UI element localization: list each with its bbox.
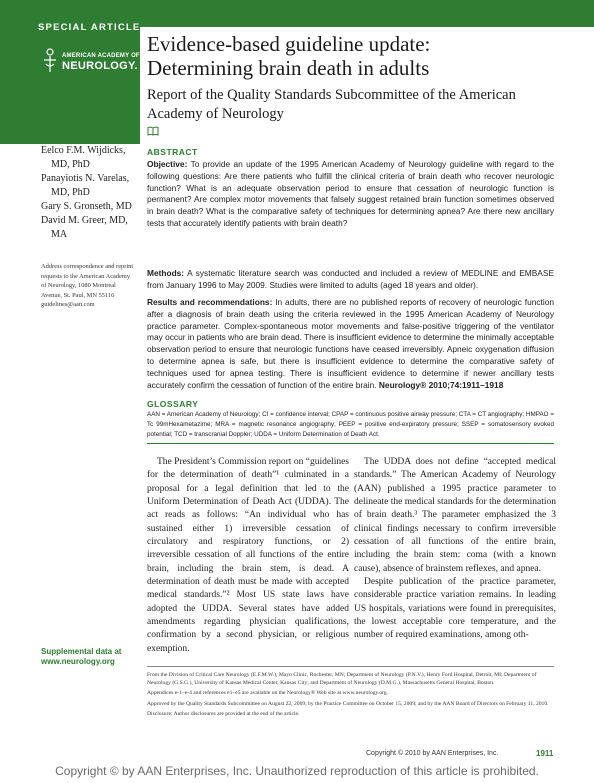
title-line2: Determining brain death in adults <box>147 56 430 80</box>
footnote-affiliations: From the Division of Critical Care Neurology (E.F.M.W.), Mayo Clinic, Rochester, MN; Department of Neurology (P.N.V.), Henry Ford Hospital, Detroit, MI; Department of Neurology (G.S.G.), University of Kansas Medical Center, Kansas City; and Department of Neurology (D.M.G.), Massachusetts General Hospital, Boston. <box>147 672 537 687</box>
body-left-column <box>147 456 349 656</box>
open-book-icon[interactable] <box>147 126 159 136</box>
methods-text: A systematic literature search was conducted and included a review of MEDLINE and EMBASE from January 1996 to May 2009. Studies were limited to adults (aged 18 years and older). <box>147 268 555 290</box>
logo-mark-icon <box>40 46 60 76</box>
citation-link[interactable]: Neurology® 2010;74:1911–1918 <box>378 379 504 390</box>
author-list <box>41 144 141 242</box>
objective-text: To provide an update of the 1995 American Academy of Neurology guideline with regard to the following questions: Are there patients who fulfill the clinical criteria of brain death who recover neurologic function? What is an adequate observation period to ensure that cessation of neurologic function is permanent? Are complex motor movements that falsely suggest retained brain function sometimes observed in brain death? What is the comparative safety of techniques for determining apnea? Are there new ancillary tests that accurately identify patients with brain death? <box>147 159 554 228</box>
article-title <box>147 32 577 80</box>
methods-label: Methods: <box>147 268 185 278</box>
body-paragraph: Despite publication of the practice parameter, considerable practice variation remains. In leading US hospitals, variations were found in prerequisites, the lowest acceptable core temperature, and the number of required examinations, among oth- <box>354 577 556 641</box>
results-label: Results and recommendations: <box>147 297 273 307</box>
copyright-notice: Copyright © 2010 by AAN Enterprises, Inc. <box>366 750 499 757</box>
aan-logo <box>40 44 140 78</box>
footnote-disclosure: Disclosure: Author disclosures are provided at the end of the article. <box>147 710 300 717</box>
body-paragraph: The UDDA does not define “accepted medical standards.” The American Academy of Neurology (AAN) published a 1995 practice parameter to delineate the medical standards for the determination of brain death.³ The parameter emphasized the 3 clinical findings necessary to confirm irreversible cessation of all functions of the entire brain, including the brain stem: coma (with a known cause), absence of brainstem reflexes, and apnea. <box>354 457 556 574</box>
author-name: Panayiotis N. Varelas, MD, PhD <box>41 173 130 198</box>
copyright-watermark: Copyright © by AAN Enterprises, Inc. Unauthorized reproduction of this article is prohibited. <box>55 764 539 778</box>
abstract-heading: ABSTRACT <box>147 147 198 157</box>
logo-line2: NEUROLOGY. <box>62 60 138 72</box>
supplemental-line1: Supplemental data at <box>41 647 122 656</box>
title-line1: Evidence-based guideline update: <box>147 32 431 56</box>
body-right-column <box>354 456 556 643</box>
correspondence-address: Address correspondence and reprint requests to the American Academy of Neurology, 1080 Montreal Avenue, St. Paul, MN 55116 guidelines@aan.com <box>41 263 134 308</box>
footnotes <box>147 671 554 720</box>
glossary-divider <box>147 443 554 444</box>
footnote-approval: Approved by the Quality Standards Subcommittee on August 22, 2009; by the Practice Committee on October 15, 2009; and by the AAN Board of Directors on February 11, 2010. <box>147 700 549 707</box>
abstract-objective <box>147 159 554 230</box>
author-name: Gary S. Gronseth, MD <box>41 201 132 212</box>
abstract-results <box>147 297 554 391</box>
objective-label: Objective: <box>147 159 188 169</box>
section-label: SPECIAL ARTICLE <box>38 22 141 33</box>
supplemental-link[interactable] <box>41 647 141 667</box>
body-paragraph: The President’s Commission report on “guidelines for the determination of death”¹ culminated in a proposal for a legal definition that led to the Uniform Determination of Death Act (UDDA). The act reads as follows: “An individual who has sustained either 1) irreversible cessation of circulatory and respiratory functions, or 2) irreversible cessation of all functions of the entire brain, including the brain stem, is dead. A determination of death must be made with accepted medical standards.”² Most US state laws have adopted the UDDA. Several states have added amendments regarding physician qualifications, confirmation by a second physician, or religious exemption. <box>147 457 349 654</box>
results-text: In adults, there are no published reports of recovery of neurologic function after a diagnosis of brain death using the criteria reviewed in the 1995 American Academy of Neurology practice parameter. Complex-spontaneous motor movements and false-positive triggering of the ventilator may occur in patients who are brain dead. There is insufficient evidence to determine the minimally acceptable observation period to ensure that neurologic functions have ceased irreversibly. Apneic oxygenation diffusion to determine apnea is safe, but there is insufficient evidence to determine the comparative safety of techniques used for apnea testing. There is insufficient evidence to determine if newer ancillary tests accurately confirm the cessation of function of the entire brain. <box>147 297 554 390</box>
article-subtitle: Report of the Quality Standards Subcommittee of the American Academy of Neurology <box>147 87 516 122</box>
logo-line1: AMERICAN ACADEMY OF <box>62 53 140 59</box>
abstract-methods <box>147 268 554 292</box>
author-name: Eelco F.M. Wijdicks, MD, PhD <box>41 145 126 170</box>
author-name: David M. Greer, MD, MA <box>41 215 128 240</box>
footnote-divider <box>147 666 554 667</box>
footnote-appendices: Appendices e-1–e-4 and references e1–e5 are available on the Neurology® Web site at www.neurology.org. <box>147 690 389 697</box>
glossary-text: AAN = American Academy of Neurology; CI = confidence interval; CPAP = continuous positive airway pressure; CTA = CT angiography; HMPAO = Tc 99mHexametazime; MRA = magnetic resonance angiography; PEEP = positive end-expiratory pressure; SSEP = somatosensory evoked potential; TCD = transcranial Doppler; UDDA = Uniform Determination of Death Act. <box>147 411 554 438</box>
supplemental-line2: www.neurology.org <box>41 657 115 666</box>
glossary-heading: GLOSSARY <box>147 399 199 409</box>
page-number: 1911 <box>536 749 554 758</box>
